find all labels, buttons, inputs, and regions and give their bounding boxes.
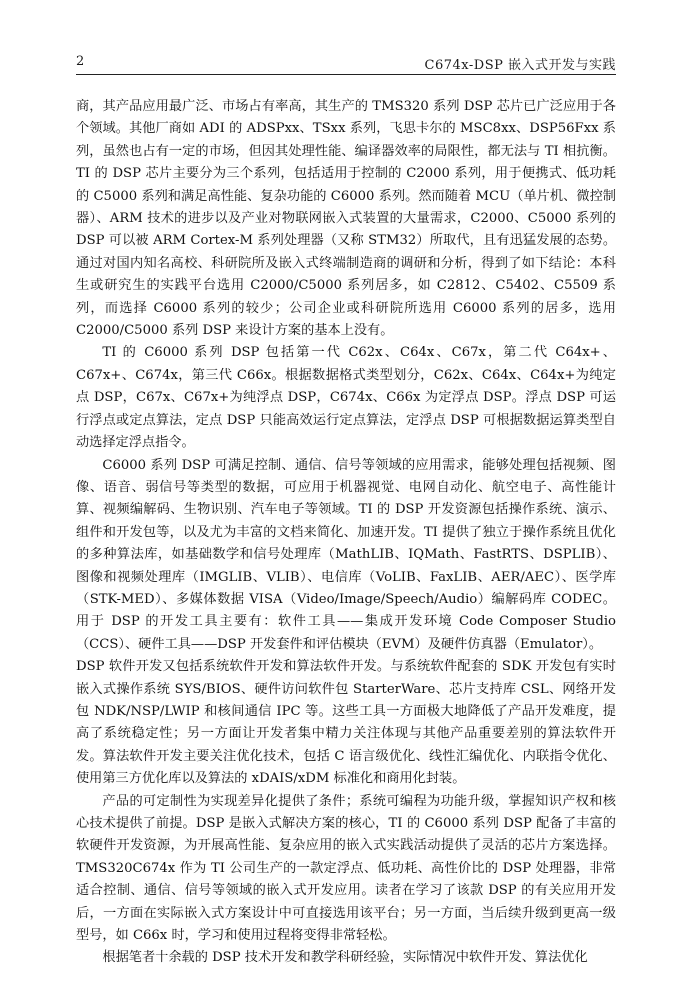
header-rule xyxy=(76,74,616,75)
paragraph-1: 商，其产品应用最广泛、市场占有率高，其生产的 TMS320 系列 DSP 芯片已广泛应用于各个领域。其他厂商如 ADI 的 ADSPxx、TSxx 系列，飞思卡尔的 MSC8xx、DSP56Fxx 系列，虽然也占有一定的市场，但因其处理性能、编译器效率的局限性，都无法与 TI 相抗衡。TI 的 DSP 芯片主要分为三个系列，包括适用于控制的 C2000 系列，用于便携式、低功耗的 C5000 系列和满足高性能、复杂功能的 C6000 系列。然而随着 MCU（单片机、微控制器）、ARM 技术的进步以及产业对物联网嵌入式装置的大量需求，C2000、C5000 系列的 DSP 可以被 ARM Cortex-M 系列处理器（又称 STM32）所取代，且有迅猛发展的态势。通过对国内知名高校、科研院所及嵌入式终端制造商的调研和分析，得到了如下结论：本科生或研究生的实践平台选用 C2000/C5000 系列居多，如 C2812、C5402、C5509 系列，而选择 C6000 系列的较少；公司企业或科研院所选用 C6000 系列的居多，选用 C2000/C5000 系列 DSP 来设计方案的基本上没有。 xyxy=(76,99,616,339)
paragraph-2: TI 的 C6000 系列 DSP 包括第一代 C62x、C64x、C67x，第二代 C64x+、C67x+、C674x，第三代 C66x。根据数据格式类型划分，C62x、C64x、C64x+为纯定点 DSP，C67x、C67x+为纯浮点 DSP，C674x、C66x 为定浮点 DSP。浮点 DSP 可运行浮点或定点算法，定点 DSP 只能高效运行定点算法，定浮点 DSP 可根据数据运算类型自动选择定浮点指令。 xyxy=(76,345,616,451)
body-text xyxy=(76,96,616,970)
paragraph-6: 根据笔者十余载的 DSP 技术开发和教学科研经验，实际情况中软件开发、算法优化 xyxy=(102,950,588,966)
running-title: C674x-DSP 嵌入式开发与实践 xyxy=(424,58,616,73)
paragraph-3: C6000 系列 DSP 可满足控制、通信、信号等领域的应用需求，能够处理包括视频、图像、语音、弱信号等类型的数据，可应用于机器视觉、电网自动化、航空电子、高性能计算、视频编解码、生物识别、汽车电子等领域。TI 的 DSP 开发资源包括操作系统、演示、组件和开发包等，以及尤为丰富的文档来简化、加速开发。TI 提供了独立于操作系统且优化的多种算法库，如基础数学和信号处理库（MathLIB、IQMath、FastRTS、DSPLIB）、图像和视频处理库（IMGLIB、VLIB）、电信库（VoLIB、FaxLIB、AER/AEC）、医学库（STK-MED）、多媒体数据 VISA（Video/Image/Speech/Audio）编解码库 CODEC。用于 DSP 的开发工具主要有：软件工具——集成开发环境 Code Composer Studio（CCS）、硬件工具——DSP 开发套件和评估模块（EVM）及硬件仿真器（Emulator）。 xyxy=(76,457,616,652)
paragraph-4: DSP 软件开发又包括系统软件开发和算法软件开发。与系统软件配套的 SDK 开发包有实时嵌入式操作系统 SYS/BIOS、硬件访问软件包 StarterWare、芯片支持库 CSL、网络开发包 NDK/NSP/LWIP 和核间通信 IPC 等。这些工具一方面极大地降低了产品开发难度，提高了系统稳定性；另一方面让开发者集中精力关注体现与其他产品重要差别的算法软件开发。算法软件开发主要关注优化技术，包括 C 语言级优化、线性汇编优化、内联指令优化、使用第三方优化库以及算法的 xDAIS/xDM 标准化和商用化封装。 xyxy=(76,659,616,787)
page-number: 2 xyxy=(76,54,85,69)
page-header xyxy=(76,54,616,76)
paragraph-5: 产品的可定制性为实现差异化提供了条件；系统可编程为功能升级，掌握知识产权和核心技术提供了前提。DSP 是嵌入式解决方案的核心，TI 的 C6000 系列 DSP 配备了丰富的软硬件开发资源，为开展高性能、复杂应用的嵌入式实践活动提供了灵活的芯片方案选择。TMS320C674x 作为 TI 公司生产的一款定浮点、低功耗、高性价比的 DSP 处理器，非常适合控制、通信、信号等领域的嵌入式开发应用。读者在学习了该款 DSP 的有关应用开发后，一方面在实际嵌入式方案设计中可直接选用该平台；另一方面，当后续升级到更高一级型号，如 C66x 时，学习和使用过程将变得非常轻松。 xyxy=(76,793,616,944)
